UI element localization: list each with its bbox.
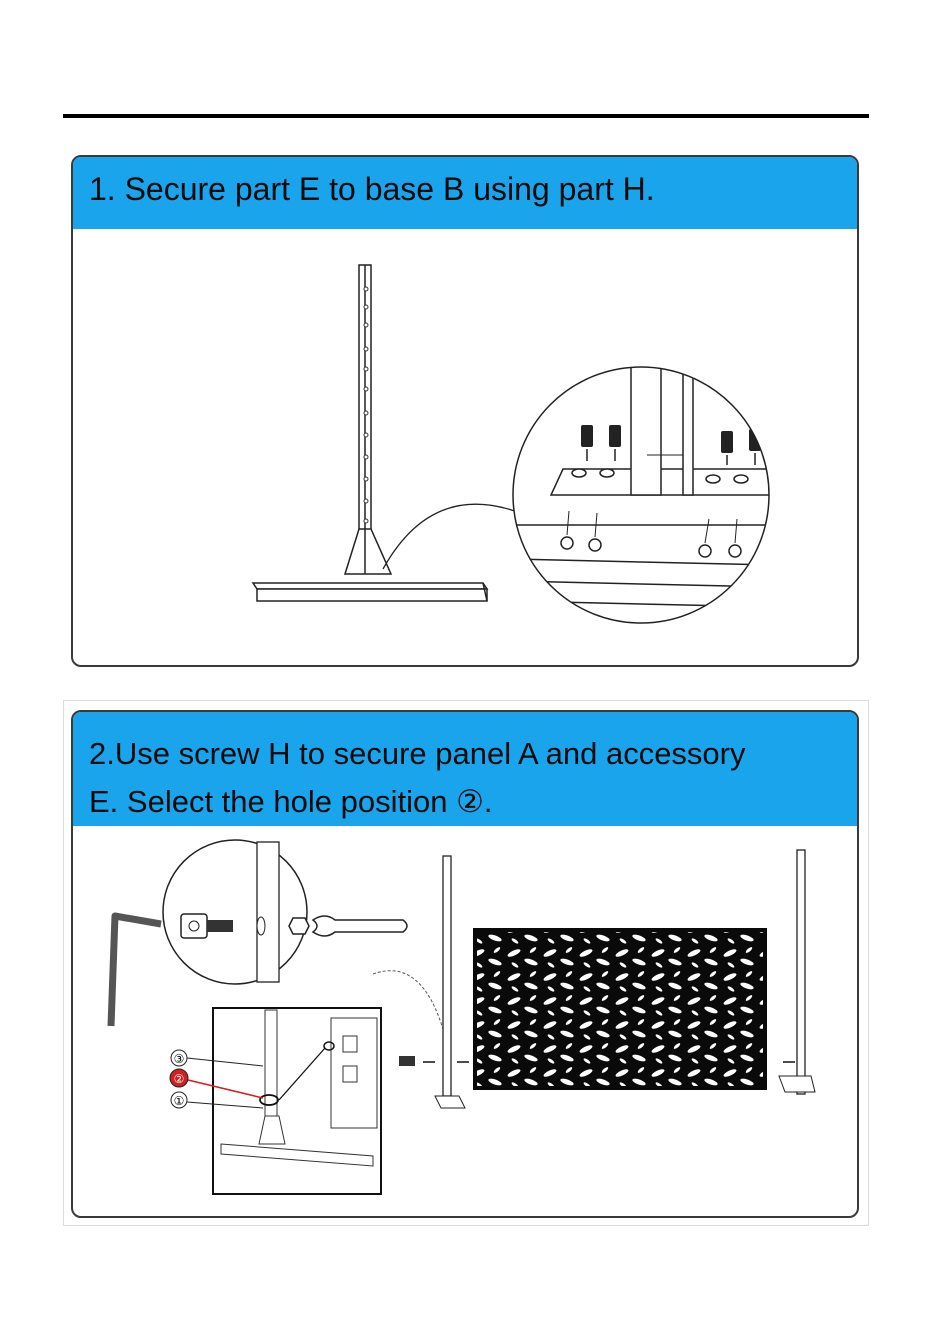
step2-title-line2: E. Select the hole position ②. (89, 784, 493, 819)
step1-title: 1. Secure part E to base B using part H. (89, 171, 655, 207)
hole-label-1: ① (173, 1094, 185, 1108)
step1-card (71, 155, 859, 667)
step2-banner (73, 712, 857, 826)
allen-key-drawing (111, 916, 161, 1026)
post-e-drawing (345, 265, 391, 574)
bolt-detail-circle (163, 840, 307, 984)
step1-figure (73, 229, 857, 665)
base-b-drawing (253, 583, 487, 601)
step2-card (71, 710, 859, 1218)
step1-illustration (73, 229, 857, 665)
decorative-panel (475, 930, 765, 1088)
top-rule (63, 114, 869, 118)
hole-label-3: ③ (173, 1052, 185, 1066)
detail-magnifier (503, 349, 783, 639)
step1-banner (73, 157, 857, 229)
left-post (399, 856, 469, 1108)
leader-line (383, 504, 523, 569)
step2-title-line1: 2.Use screw H to secure panel A and accessory (89, 736, 746, 771)
step2-figure (73, 826, 857, 1216)
leader-dotted (373, 971, 445, 1036)
step2-illustration (73, 826, 857, 1216)
right-post (779, 850, 815, 1094)
hole-label-2: ② (173, 1072, 185, 1086)
